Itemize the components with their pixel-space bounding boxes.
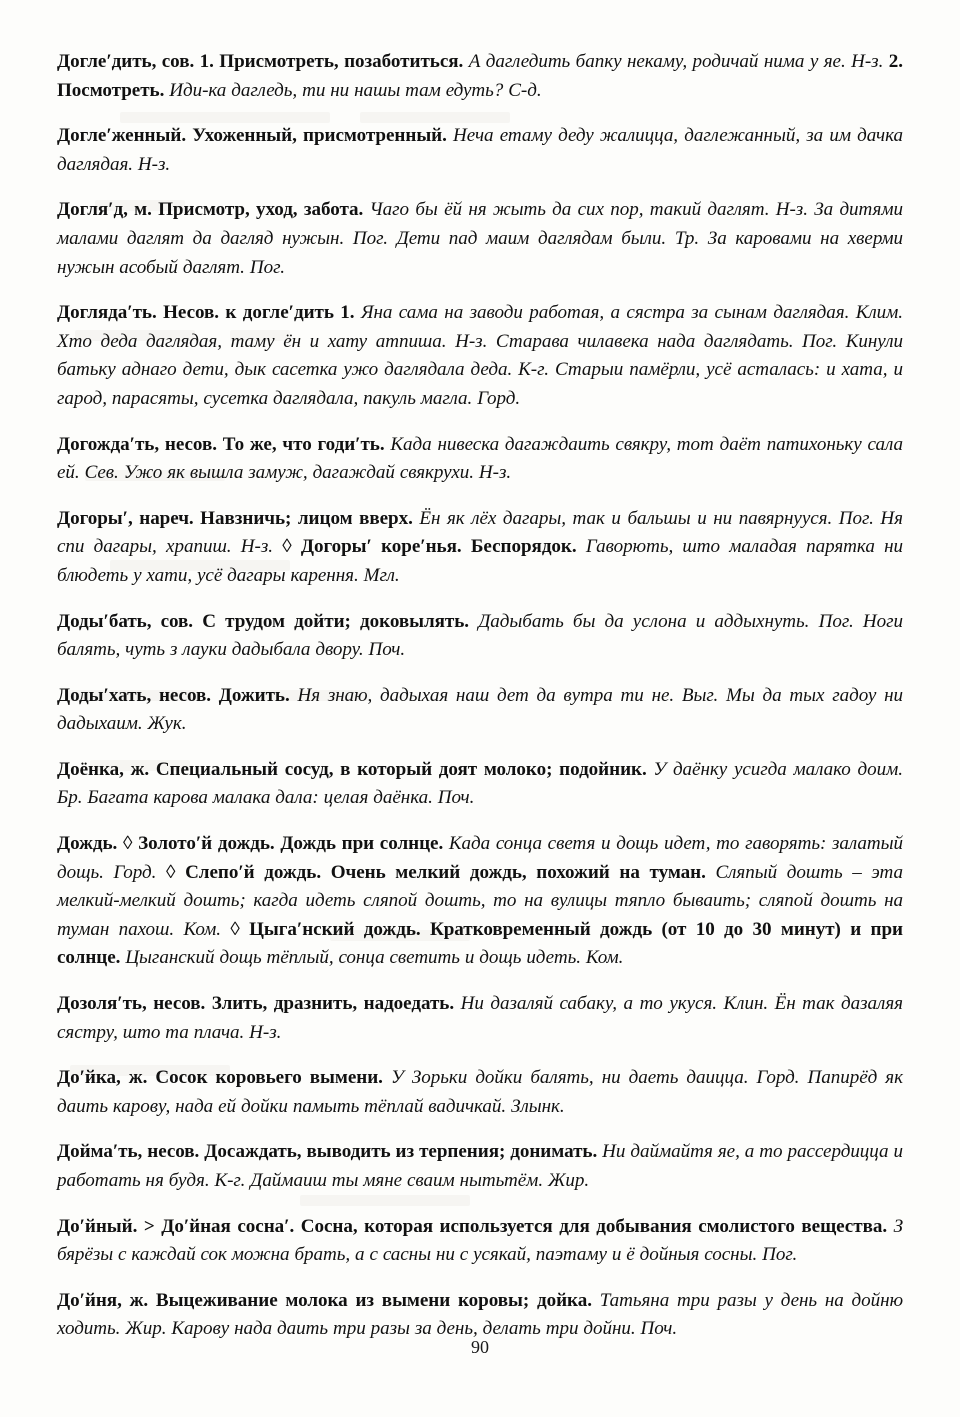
entry-sense-definition: 2. Посмотреть. [57, 51, 903, 101]
entry-citation: Дадыбать бы да услона и аддыхнуть. Пог. Ноги балять, чуть з лауки дадыбала двору. Поч. [57, 610, 904, 661]
dictionary-entry [57, 830, 903, 973]
entry-citation: Яна сама на заводи работая, а сястра за сынам даглядая. Клим. Хто деда даглядая, таму ён и хату атпиша. Н-з. Старава чилавека нада даглядать. Пог. Кинули батьку аднаго дети, дык сасетка ужо даглядала деда. К-г. Старыи памёрли, усё асталась: и хата, и гарод, парасяты, сусетка даглядала, пакуль магла. Горд. [57, 302, 904, 409]
entry-subphrase-definition: ◊ Слепо′й дождь. Очень мелкий дождь, похожий на туман. [156, 861, 706, 883]
entry-citation: З бярёзы с каждай сок можна брать, а с сасны ни с усякай, паэтаму и ё дойныя сосны. Пог. [57, 1215, 904, 1266]
dictionary-entry [57, 299, 903, 413]
dictionary-entry [57, 431, 903, 488]
dictionary-entry [57, 1064, 903, 1121]
entry-headword-definition: Догоры′, нареч. Навзничь; лицом вверх. [57, 507, 413, 529]
dictionary-entry [57, 196, 903, 282]
entry-headword-definition: До′йка, ж. Сосок коровьего вымени. [57, 1067, 383, 1089]
entry-headword-definition: Доды′хать, несов. Дожить. [57, 684, 290, 706]
entry-citation: Иди-ка дагледь, ти ни нашы там едуть? С-д. [164, 79, 542, 101]
entry-citation: Чаго бы ёй ня жыть да сих пор, такий даглят. Н-з. За дитями малами даглят да дагляд нужын. Пог. Дети пад маим даглядам были. Тр. За каровами на хверми нужын асобый даглят. Пог. [57, 199, 903, 278]
dictionary-entry [57, 990, 903, 1047]
entry-citation: Ён як лёх дагары, так и бальшы и ни павярнууся. Пог. Ня спи дагары, храпиш. Н-з. [57, 507, 903, 558]
dictionary-entry [57, 122, 903, 179]
dictionary-entry [57, 1213, 903, 1270]
entry-headword-definition: Догожда′ть, несов. То же, что годи′ть. [57, 433, 385, 455]
page-number: 90 [471, 1337, 489, 1357]
entry-citation: Ня знаю, дадыхая наш дет да вутра ти не. Выг. Мы да тых гадоу ни дадыхаим. Жук. [57, 684, 903, 735]
entry-headword-definition: Дождь. ◊ Золото′й дождь. Дождь при солнце. [57, 833, 444, 855]
entry-citation: Ни даймайтя яе, а то рассердицца и работать ня будя. К-г. Даймаиш ты мяне сваим нытьтём. Жир. [57, 1141, 903, 1191]
entry-subphrase-definition: ◊ Догоры′ коре′нья. Беспорядок. [272, 536, 577, 558]
entry-headword-definition: Дозоля′ть, несов. Злить, дразнить, надоедать. [57, 993, 455, 1015]
entry-headword-definition: До′йный. > До′йная сосна′. Сосна, которая используется для добывания смолистого вещества. [57, 1215, 888, 1237]
entry-citation: Цыганский дощь тёплый, сонца светить и дощь идеть. Ком. [120, 947, 624, 969]
dictionary-entry [57, 505, 903, 591]
entry-citation: Гаворють, што маладая парятка ни блюдеть у хати, усё дагары карення. Мгл. [57, 536, 903, 586]
dictionary-entry [57, 682, 903, 739]
entry-headword-definition: Дойма′ть, несов. Досаждать, выводить из терпения; донимать. [57, 1141, 598, 1163]
entry-citation: У Зорьки дойки балять, ни даеть даицца. Горд. Папирёд як даить карову, нада ей дойки памыть тёплай вадичкай. Злынк. [57, 1067, 903, 1117]
entry-headword-definition: До′йня, ж. Выцеживание молока из вымени коровы; дойка. [57, 1289, 592, 1311]
entry-citation: Неча етаму деду жалицца, даглежанный, за им дачка даглядая. Н-з. [57, 125, 903, 175]
entry-citation: А дагледить бапку некаму, родичай нима у яе. Н-з. [463, 51, 884, 72]
dictionary-entry [57, 608, 903, 665]
entry-headword-definition: Догля′д, м. Присмотр, уход, забота. [57, 199, 364, 221]
dictionary-entry [57, 1138, 903, 1195]
dictionary-entry [57, 48, 903, 105]
entry-headword-definition: Доёнка, ж. Специальный сосуд, в который доят молоко; подойник. [57, 758, 647, 780]
entry-subphrase-definition: ◊ Цыга′нский дождь. Кратковременный дождь (от 10 до 30 минут) и при солнце. [57, 918, 903, 969]
entry-citation: Сляпый дошть – эта мелкий-мелкий дошть; кагда идеть сляпой дошть, то на вулицы тяпло бываить; сляпой дошть на туман пахош. Ком. [57, 861, 904, 940]
dictionary-entry [57, 1287, 903, 1344]
entry-headword-definition: Доды′бать, сов. С трудом дойти; доковылять. [57, 610, 470, 632]
entry-citation: Татьяна три разы у день на дойню ходить. Жир. Карову нада даить три разы за день, делать три дойни. Поч. [57, 1289, 903, 1340]
dictionary-entry [57, 756, 903, 813]
entry-headword-definition: Догляда′ть. Несов. к догле′дить 1. [57, 302, 355, 324]
entry-citation: У даёнку усигда малако доим. Бр. Багата карова малака дала: целая даёнка. Поч. [57, 758, 903, 809]
entry-headword-definition: Догле′дить, сов. 1. Присмотреть, позаботиться. [57, 51, 464, 72]
dictionary-entry-list [57, 48, 903, 1344]
entry-citation: Када нивеска дагаждаить свякру, тот даёт патихоньку сала ей. Сев. Ужо як вышла замуж, дагаждай свякрухи. Н-з. [57, 433, 903, 484]
entry-citation: Ни дазаляй сабаку, а то укуся. Клин. Ён так дазаляя сястру, што та плача. Н-з. [57, 993, 903, 1043]
entry-citation: Када сонца светя и дощь идет, то гаворять: залатый дощь. Горд. [57, 833, 904, 883]
entry-headword-definition: Догле′женный. Ухоженный, присмотренный. [57, 125, 447, 147]
